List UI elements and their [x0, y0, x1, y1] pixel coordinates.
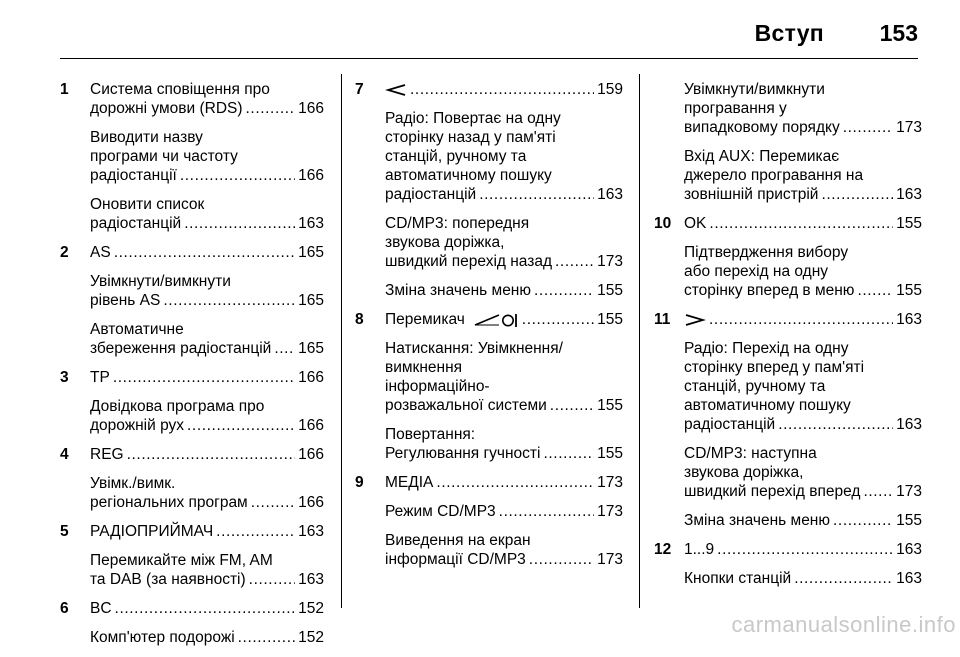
entry-text: Режим CD/MP3 [385, 503, 496, 520]
entry-reference [90, 416, 324, 435]
entry-reference [385, 281, 623, 300]
entry-number: 3 [60, 369, 69, 386]
entry-text-line [385, 109, 623, 128]
leader-dots [857, 281, 893, 300]
index-entry [654, 147, 922, 204]
leader-dots [555, 252, 594, 271]
leader-dots [821, 185, 893, 204]
entry-text: випадковому порядку [684, 119, 840, 136]
page-reference: 163 [896, 416, 922, 433]
index-entry [355, 281, 623, 300]
entry-reference [684, 511, 922, 530]
index-entry [60, 272, 324, 310]
page-reference: 173 [896, 119, 922, 136]
entry-text: радіостанції [90, 167, 177, 184]
entry-text-line [684, 444, 922, 463]
page-reference: 163 [298, 215, 324, 232]
entry-text: Виведення на екран [385, 532, 531, 549]
entry-text: радіостанцій [90, 215, 182, 232]
page-reference: 163 [298, 571, 324, 588]
leader-dots [251, 493, 295, 512]
leader-dots [127, 445, 296, 464]
entry-text: автоматичному пошуку [385, 167, 552, 184]
leader-dots [534, 281, 594, 300]
entry-reference [684, 482, 922, 501]
index-entry [60, 397, 324, 435]
entry-reference [90, 291, 324, 310]
leader-dots [778, 415, 893, 434]
leader-dots [249, 570, 295, 589]
entry-text-line [385, 425, 623, 444]
entry-text: та DAB (за наявності) [90, 571, 246, 588]
page-reference: 166 [298, 100, 324, 117]
leader-dots [709, 214, 893, 233]
entry-text: Зміна значень меню [684, 512, 830, 529]
leader-dots [709, 310, 893, 329]
entry-text-line [385, 233, 623, 252]
entry-text: станцій, ручному та [684, 378, 826, 395]
leader-dots [843, 118, 893, 137]
index-entry [654, 569, 922, 588]
entry-text-line [684, 99, 922, 118]
entry-text: або перехід на одну [684, 263, 829, 280]
entry-text-line [385, 531, 623, 550]
column-divider [341, 74, 342, 608]
leader-dots [246, 99, 296, 118]
index-entry [60, 80, 324, 118]
entry-text-line [684, 166, 922, 185]
index-entry [654, 310, 922, 329]
leader-dots [436, 473, 594, 492]
entry-text: регіональних програм [90, 494, 248, 511]
leader-dots [529, 550, 594, 569]
entry-reference [684, 281, 922, 300]
index-entry [355, 531, 623, 569]
entry-text: Довідкова програма про [90, 398, 265, 415]
entry-reference [385, 310, 623, 329]
page-reference: 155 [597, 445, 623, 462]
entry-text-line [90, 147, 324, 166]
entry-reference [90, 214, 324, 233]
entry-text: сторінку вперед в меню [684, 282, 855, 299]
page-reference: 155 [597, 311, 623, 328]
entry-text: сторінку назад у пам'яті [385, 129, 556, 146]
page-reference: 166 [298, 417, 324, 434]
page-reference: 159 [597, 81, 623, 98]
entry-text-line [684, 377, 922, 396]
column-divider [639, 74, 640, 608]
entry-text: Кнопки станцій [684, 570, 792, 587]
index-column-1 [60, 80, 324, 657]
entry-text-line [385, 358, 623, 377]
leader-dots [833, 511, 893, 530]
entry-text: рівень AS [90, 292, 161, 309]
entry-text: Перемикайте між FM, AM [90, 552, 273, 569]
entry-number: 11 [654, 311, 671, 328]
page-reference: 163 [896, 311, 922, 328]
leader-dots [184, 214, 295, 233]
leader-dots [163, 291, 295, 310]
leader-dots [479, 185, 594, 204]
entry-text-line [90, 397, 324, 416]
entry-number: 4 [60, 446, 69, 463]
entry-text-line [684, 147, 922, 166]
leader-dots [216, 522, 295, 541]
entry-reference [90, 368, 324, 387]
entry-text-line [684, 396, 922, 415]
entry-text: вимкнення [385, 359, 463, 376]
entry-reference [684, 540, 922, 559]
page-reference: 173 [896, 483, 922, 500]
page-reference: 155 [896, 215, 922, 232]
entry-text-line [90, 128, 324, 147]
entry-reference [90, 339, 324, 358]
entry-text: Система сповіщення про [90, 81, 270, 98]
leader-dots [863, 482, 893, 501]
entry-text: TP [90, 369, 110, 386]
entry-text-line [684, 358, 922, 377]
entry-text: зовнішній пристрій [684, 186, 819, 203]
entry-text: Оновити список [90, 196, 205, 213]
entry-text: Увімк./вимк. [90, 475, 176, 492]
leader-dots [115, 599, 296, 618]
entry-number: 9 [355, 474, 364, 491]
entry-text-line [385, 166, 623, 185]
entry-text-line [385, 214, 623, 233]
page-reference: 163 [896, 186, 922, 203]
entry-reference [90, 243, 324, 262]
entry-text: радіостанцій [385, 186, 477, 203]
entry-text-line [684, 80, 922, 99]
entry-reference [385, 550, 623, 569]
header-divider [60, 58, 918, 59]
entry-reference [385, 252, 623, 271]
entry-text: звукова доріжка, [684, 464, 804, 481]
entry-reference [385, 473, 623, 492]
entry-reference [90, 445, 324, 464]
entry-text-line [90, 474, 324, 493]
leader-dots [274, 339, 295, 358]
page-reference: 173 [597, 551, 623, 568]
page-reference: 152 [298, 629, 324, 646]
page-reference: 163 [896, 570, 922, 587]
page-reference: 166 [298, 494, 324, 511]
entry-text: Вхід AUX: Перемикає [684, 148, 840, 165]
index-entry [355, 310, 623, 329]
page-reference: 173 [597, 253, 623, 270]
entry-number: 12 [654, 541, 672, 558]
leader-dots [113, 368, 295, 387]
page-reference: 165 [298, 244, 324, 261]
page-reference: 155 [597, 397, 623, 414]
page-reference: 166 [298, 167, 324, 184]
entry-text: автоматичному пошуку [684, 397, 851, 414]
seek-back-icon [385, 80, 407, 99]
page-title: Вступ [754, 20, 824, 46]
entry-reference [385, 502, 623, 521]
entry-text: Увімкнути/вимкнути [684, 81, 825, 98]
entry-text: Натискання: Увімкнення/ [385, 340, 563, 357]
entry-text: 1...9 [684, 541, 715, 558]
entry-text: джерело програвання на [684, 167, 864, 184]
page-reference: 163 [896, 541, 922, 558]
entry-text: Комп'ютер подорожі [90, 629, 235, 646]
entry-number: 7 [355, 81, 364, 98]
leader-dots [717, 540, 893, 559]
entry-text-line [684, 463, 922, 482]
index-entry [60, 522, 324, 541]
entry-text: програми чи частоту [90, 148, 238, 165]
entry-text: OK [684, 215, 707, 232]
index-entry [60, 243, 324, 262]
entry-reference [90, 628, 324, 647]
entry-text: швидкий перехід назад [385, 253, 553, 270]
index-entry [60, 474, 324, 512]
entry-text: МЕДІА [385, 474, 434, 491]
index-entry [654, 243, 922, 300]
entry-text: сторінку вперед у пам'яті [684, 359, 865, 376]
index-entry [60, 128, 324, 185]
entry-text-line [684, 339, 922, 358]
entry-reference [684, 415, 922, 434]
entry-text: програвання у [684, 100, 787, 117]
entry-text: CD/MP3: наступна [684, 445, 817, 462]
entry-text-line [684, 262, 922, 281]
leader-dots [187, 416, 295, 435]
entry-reference [684, 214, 922, 233]
leader-dots [499, 502, 594, 521]
index-entry [355, 80, 623, 99]
leader-dots [114, 243, 295, 262]
entry-text-line [385, 147, 623, 166]
entry-text: звукова доріжка, [385, 234, 505, 251]
index-entry [654, 80, 922, 137]
entry-reference [684, 569, 922, 588]
entry-text: Підтвердження вибору [684, 244, 849, 261]
entry-text: швидкий перехід вперед [684, 483, 861, 500]
index-entry [60, 551, 324, 589]
page-reference: 155 [597, 282, 623, 299]
entry-text: Увімкнути/вимкнути [90, 273, 231, 290]
entry-text: BC [90, 600, 112, 617]
page-reference: 152 [298, 600, 324, 617]
entry-reference [385, 396, 623, 415]
entry-text-line [90, 195, 324, 214]
page-reference: 165 [298, 340, 324, 357]
index-entry [355, 214, 623, 271]
leader-dots [180, 166, 295, 185]
entry-text-line [684, 243, 922, 262]
leader-dots [794, 569, 893, 588]
entry-reference [684, 118, 922, 137]
index-entry [60, 195, 324, 233]
entry-text-line [385, 128, 623, 147]
entry-reference [684, 185, 922, 204]
index-entry [654, 540, 922, 559]
page-reference: 173 [597, 474, 623, 491]
leader-dots [522, 310, 594, 329]
volume-power-icon [473, 310, 519, 329]
entry-number: 1 [60, 81, 69, 98]
leader-dots [410, 80, 594, 99]
page-reference: 166 [298, 446, 324, 463]
entry-number: 5 [60, 523, 69, 540]
page-reference: 155 [896, 282, 922, 299]
index-entry [654, 339, 922, 434]
index-entry [60, 368, 324, 387]
entry-text: Радіо: Повертає на одну [385, 110, 561, 127]
entry-text: РАДІОПРИЙМАЧ [90, 523, 214, 540]
page-number: 153 [879, 20, 918, 46]
entry-text: інформаційно- [385, 378, 490, 395]
entry-text: Регулювання гучності [385, 445, 541, 462]
entry-reference [90, 99, 324, 118]
index-entry [60, 599, 324, 618]
index-entry [654, 214, 922, 233]
index-entry [60, 445, 324, 464]
index-column-3 [654, 80, 922, 598]
page-reference: 173 [597, 503, 623, 520]
entry-text-line [385, 377, 623, 396]
entry-reference [90, 570, 324, 589]
watermark: carmanualsonline.info [731, 612, 956, 637]
entry-number: 2 [60, 244, 69, 261]
index-entry [654, 511, 922, 530]
entry-number: 8 [355, 311, 364, 328]
entry-text: Перемикач [385, 311, 465, 328]
page-reference: 163 [597, 186, 623, 203]
entry-text-line [90, 551, 324, 570]
entry-text: CD/MP3: попередня [385, 215, 530, 232]
page-reference: 155 [896, 512, 922, 529]
index-entry [355, 473, 623, 492]
entry-reference [385, 185, 623, 204]
index-entry [60, 320, 324, 358]
entry-reference [90, 493, 324, 512]
index-entry [355, 339, 623, 415]
entry-text-line [90, 272, 324, 291]
leader-dots [550, 396, 594, 415]
entry-reference [90, 599, 324, 618]
entry-reference [684, 310, 922, 329]
index-entry [654, 444, 922, 501]
leader-dots [238, 628, 295, 647]
index-column-2 [355, 80, 623, 579]
entry-reference [385, 444, 623, 463]
entry-number: 10 [654, 215, 672, 232]
leader-dots [543, 444, 594, 463]
entry-reference [90, 166, 324, 185]
index-entry [355, 109, 623, 204]
page-reference: 165 [298, 292, 324, 309]
entry-text: станцій, ручному та [385, 148, 527, 165]
entry-number: 6 [60, 600, 69, 617]
entry-text: розважальної системи [385, 397, 547, 414]
entry-text: Радіо: Перехід на одну [684, 340, 849, 357]
entry-text: Зміна значень меню [385, 282, 531, 299]
index-entry [355, 425, 623, 463]
page-reference: 166 [298, 369, 324, 386]
entry-reference [385, 80, 623, 99]
entry-text: інформації CD/MP3 [385, 551, 526, 568]
page-reference: 163 [298, 523, 324, 540]
entry-text: Виводити назву [90, 129, 203, 146]
entry-text: Автоматичне [90, 321, 184, 338]
entry-text-line [90, 80, 324, 99]
entry-text: REG [90, 446, 124, 463]
entry-text: дорожній рух [90, 417, 185, 434]
entry-text: AS [90, 244, 111, 261]
entry-text-line [90, 320, 324, 339]
seek-forward-icon [684, 310, 706, 329]
entry-reference [90, 522, 324, 541]
entry-text: Повертання: [385, 426, 476, 443]
entry-text: дорожні умови (RDS) [90, 100, 243, 117]
index-entry [355, 502, 623, 521]
index-entry [60, 628, 324, 647]
entry-text-line [385, 339, 623, 358]
entry-text: радіостанцій [684, 416, 776, 433]
entry-text: збереження радіостанцій [90, 340, 272, 357]
